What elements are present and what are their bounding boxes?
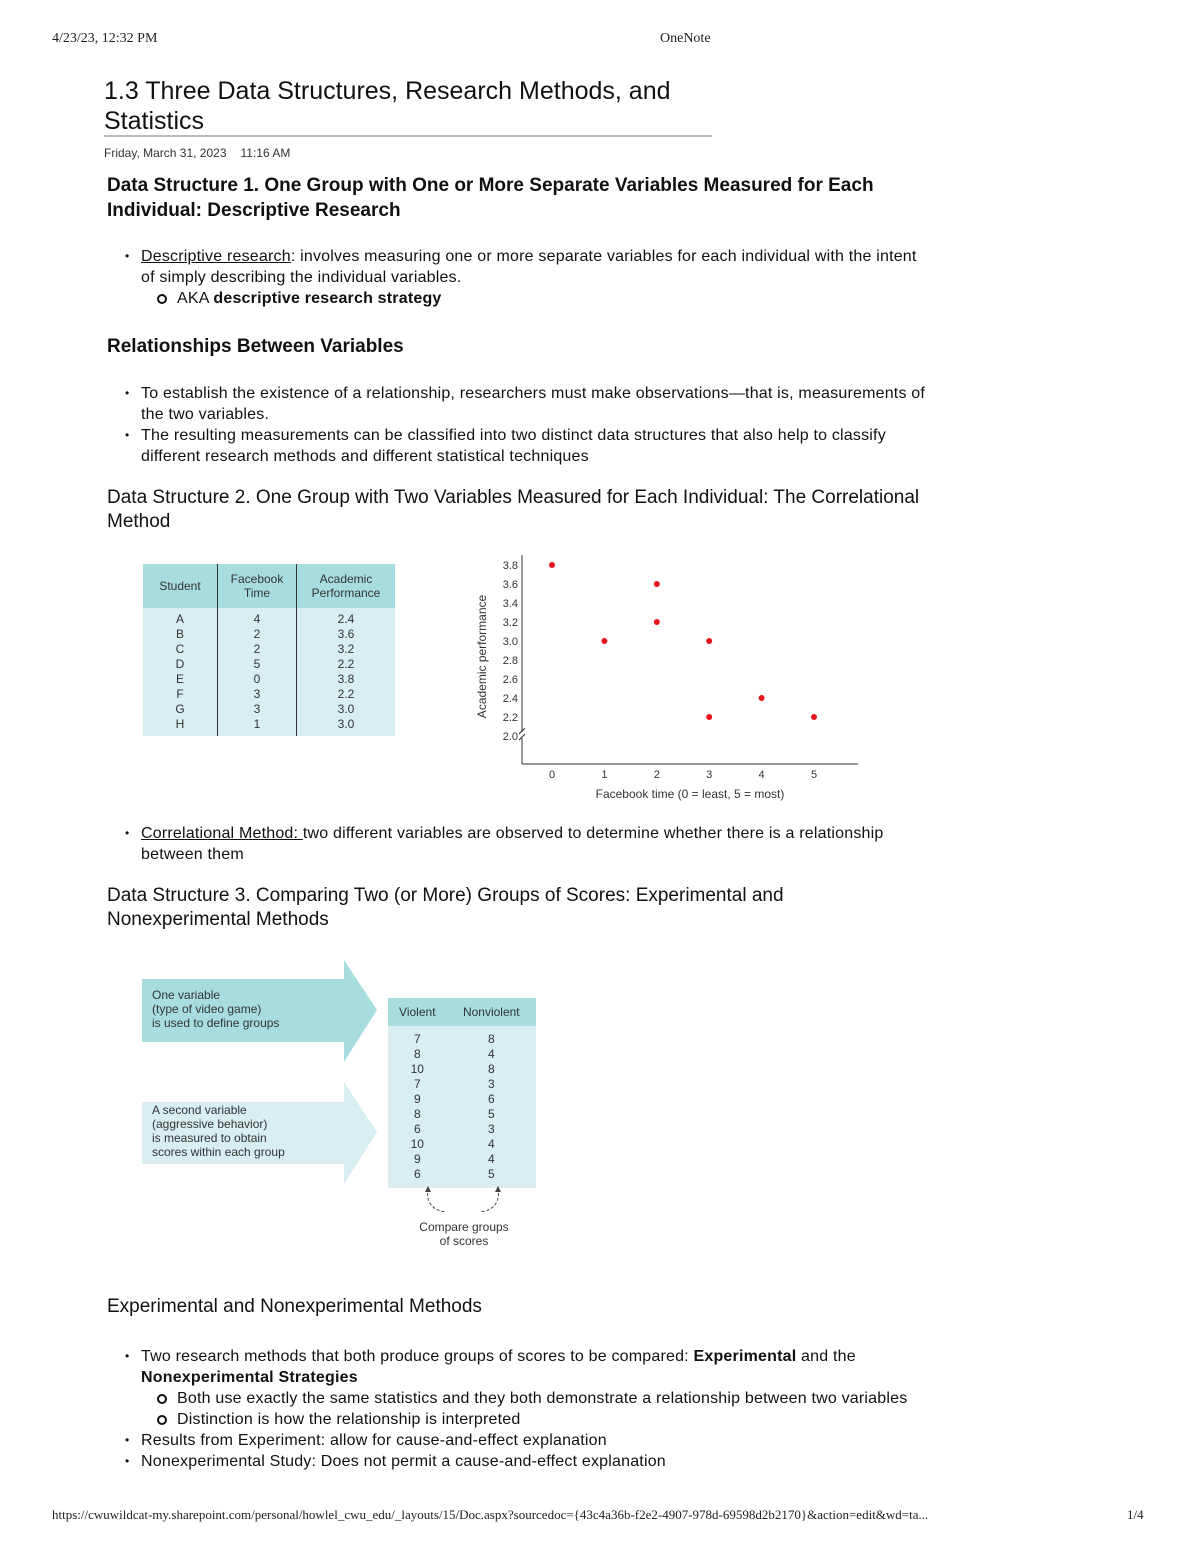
table-row	[143, 717, 395, 732]
table-cell: 2	[218, 627, 297, 642]
sub-list	[141, 288, 927, 309]
table-cell: 3	[487, 1122, 495, 1136]
bullet-list	[107, 823, 927, 865]
bullet-text: two different variables are observed to determine whether there is a relationship between them	[141, 825, 884, 863]
list-item: • Results from Experiment: allow for cause-and-effect explanation	[107, 1430, 927, 1451]
section-correlational	[107, 486, 927, 534]
bullet-text: and the	[796, 1348, 856, 1365]
table-cell: 7	[413, 1077, 421, 1091]
scatter-point	[654, 581, 660, 587]
table-cell: 2.4	[337, 612, 355, 626]
col-header-violent: Violent	[388, 998, 447, 1026]
table-cell: 7	[413, 1032, 421, 1046]
x-tick-label: 2	[653, 769, 660, 781]
list-item	[107, 823, 927, 865]
section-descriptive	[107, 173, 927, 309]
y-tick-label: 2.0	[502, 731, 518, 743]
y-tick-label: 2.8	[502, 655, 518, 667]
x-tick-label: 3	[706, 769, 713, 781]
bullet-list	[107, 246, 927, 309]
table-cell: 3	[487, 1077, 495, 1091]
table-cell: 8	[413, 1107, 421, 1121]
correlational-bullet	[107, 823, 927, 865]
col-header-student: Student	[143, 564, 218, 608]
table-cell: 3	[218, 687, 297, 702]
table-row	[143, 642, 395, 657]
bold-experimental: Experimental	[693, 1348, 797, 1365]
y-tick-label: 3.2	[502, 617, 518, 629]
scatter-point	[759, 695, 765, 701]
table-cell: H	[143, 717, 218, 732]
section-heading: Data Structure 1. One Group with One or More Separate Variables Measured for Each Individual: Descriptive Research	[107, 175, 874, 221]
table-cell: 0	[218, 672, 297, 687]
title-divider	[104, 135, 712, 137]
table-cell: 9	[413, 1152, 421, 1166]
list-item	[107, 1346, 927, 1430]
table-row	[143, 627, 395, 642]
page-time: 11:16 AM	[240, 146, 291, 160]
section-heading: Data Structure 2. One Group with Two Variables Measured for Each Individual: The Correlational Method	[107, 487, 920, 532]
arrow1-label	[152, 988, 279, 1030]
table-row	[143, 672, 395, 687]
sub-list	[141, 1388, 927, 1430]
table-cell: A	[143, 612, 218, 627]
scatter-point	[706, 714, 712, 720]
scatter-point	[811, 714, 817, 720]
table-row	[388, 1092, 536, 1107]
table-row	[388, 1137, 536, 1152]
sub-bold-term: descriptive research strategy	[213, 290, 442, 307]
page-date: Friday, March 31, 2023	[104, 146, 227, 160]
term-descriptive-research: Descriptive research	[141, 248, 291, 265]
x-tick-label: 1	[601, 769, 608, 781]
y-axis-label: Academic performance	[475, 594, 489, 719]
section-heading: Data Structure 3. Comparing Two (or More) Groups of Scores: Experimental and Nonexperimental Methods	[107, 885, 784, 930]
list-item	[107, 246, 927, 309]
y-tick-label: 3.4	[502, 598, 518, 610]
arrow1-line: (type of video game)	[152, 1002, 262, 1016]
term-correlational-method: Correlational Method:	[141, 825, 303, 842]
sub-list-item	[141, 288, 927, 309]
sub-list-item: Both use exactly the same statistics and they both demonstrate a relationship between two variables	[141, 1388, 927, 1409]
scatter-point	[549, 562, 555, 568]
y-tick-label: 3.8	[502, 560, 518, 572]
table-cell: 4	[487, 1137, 495, 1151]
table-cell: 10	[410, 1137, 424, 1151]
table-cell: D	[143, 657, 218, 672]
table-row	[143, 612, 395, 627]
x-tick-label: 4	[758, 769, 765, 781]
y-tick-label: 3.6	[502, 579, 518, 591]
scatter-plot	[470, 550, 870, 810]
list-item: • Nonexperimental Study: Does not permit a cause-and-effect explanation	[107, 1451, 927, 1472]
table-cell: 4	[487, 1152, 495, 1166]
table-row	[388, 1107, 536, 1122]
arrow2-line: is measured to obtain	[152, 1131, 267, 1145]
table-cell: 4	[487, 1047, 495, 1061]
table-cell: 2.2	[337, 687, 355, 701]
table-row	[143, 702, 395, 717]
table-cell: 6	[413, 1122, 421, 1136]
table-row	[388, 1077, 536, 1092]
table-cell: 6	[487, 1092, 495, 1106]
col-header-nonviolent: Nonviolent	[447, 998, 536, 1026]
table-cell: 5	[487, 1107, 495, 1121]
page-title: 1.3 Three Data Structures, Research Methods, and Statistics	[104, 77, 671, 135]
bold-nonexperimental: Nonexperimental Strategies	[141, 1369, 358, 1386]
table-cell: 5	[218, 657, 297, 672]
compare-groups-label	[404, 1220, 524, 1248]
arrow1-line: One variable	[152, 988, 221, 1002]
table-row	[143, 657, 395, 672]
x-tick-label: 5	[810, 769, 818, 781]
table-row	[388, 1122, 536, 1137]
arrow2-line: scores within each group	[152, 1145, 285, 1159]
y-tick-label: 2.2	[502, 712, 518, 724]
table-row	[388, 1152, 536, 1167]
page-date-time	[104, 146, 304, 160]
table-cell: 8	[413, 1047, 421, 1061]
table-cell: 8	[487, 1062, 495, 1076]
sub-prefix: AKA	[177, 290, 214, 307]
table-cell: 9	[413, 1092, 421, 1106]
table-cell: 8	[487, 1032, 495, 1046]
facebook-data-table	[143, 564, 395, 736]
table-cell: 3.8	[337, 672, 355, 686]
table-row	[388, 1032, 536, 1047]
x-tick-label: 0	[548, 769, 556, 781]
table-cell: 1	[218, 717, 297, 732]
section-heading: Experimental and Nonexperimental Methods	[107, 1296, 482, 1317]
table-cell: 10	[410, 1062, 424, 1076]
sub-list-item: Distinction is how the relationship is interpreted	[141, 1409, 927, 1430]
table-cell: 3.2	[337, 642, 355, 656]
table-cell: 4	[218, 612, 297, 627]
arrow2-line: A second variable	[152, 1103, 247, 1117]
arrow2-line: (aggressive behavior)	[152, 1117, 268, 1131]
footer-page-number: 1/4	[1127, 1507, 1144, 1522]
table-cell: 3.6	[337, 627, 355, 641]
col-header-facebook-time: Facebook Time	[218, 564, 297, 608]
table-cell: 2.2	[337, 657, 355, 671]
section-experimental	[107, 1295, 927, 1472]
table-cell: E	[143, 672, 218, 687]
arrow1-line: is used to define groups	[152, 1016, 280, 1030]
section-relationships	[107, 334, 927, 467]
scatter-point	[601, 638, 607, 644]
bullet-text: Two research methods that both produce groups of scores to be compared:	[141, 1348, 694, 1365]
scatter-point	[706, 638, 712, 644]
table-cell: G	[143, 702, 218, 717]
table-cell: 2	[218, 642, 297, 657]
scatter-point	[654, 619, 660, 625]
print-datetime: 4/23/23, 12:32 PM	[52, 31, 158, 46]
compare-line: of scores	[439, 1234, 489, 1248]
section-heading: Relationships Between Variables	[107, 336, 404, 357]
col-header-academic-performance: Academic Performance	[297, 564, 396, 608]
compare-arrows	[418, 1186, 508, 1220]
bullet-list	[107, 1346, 927, 1472]
table-cell: 3	[218, 702, 297, 717]
table-row	[143, 687, 395, 702]
y-tick-label: 2.4	[502, 693, 518, 705]
table-cell: 5	[487, 1167, 495, 1181]
table-cell: 3.0	[337, 702, 355, 716]
table-cell: 6	[413, 1167, 421, 1181]
table-row	[388, 1167, 536, 1182]
y-tick-label: 3.0	[502, 636, 518, 648]
arrow2-label	[152, 1103, 285, 1159]
list-item: • To establish the existence of a relationship, researchers must make observations—that is, measurements of the two variables.	[107, 383, 927, 425]
y-tick-label: 2.6	[502, 674, 518, 686]
bullet-text: : involves measuring one or more separate variables for each individual with the intent of simply describing the individual variables.	[141, 248, 917, 286]
compare-line: Compare groups	[419, 1220, 509, 1234]
x-axis-label: Facebook time (0 = least, 5 = most)	[595, 787, 785, 801]
video-game-table	[388, 998, 536, 1188]
table-cell: 3.0	[337, 717, 355, 731]
section-groups	[107, 884, 927, 932]
table-cell: B	[143, 627, 218, 642]
bullet-list	[107, 383, 927, 467]
table-row	[388, 1047, 536, 1062]
list-item: • The resulting measurements can be classified into two distinct data structures that also help to classify different research methods and different statistical techniques	[107, 425, 927, 467]
table-cell: C	[143, 642, 218, 657]
footer-url: https://cwuwildcat-my.sharepoint.com/personal/howlel_cwu_edu/_layouts/15/Doc.aspx?sourcedoc={43c4a36b-f2e2-4907-978d-69598d2b2170}&action=edit&wd=ta...	[52, 1507, 929, 1522]
table-cell: F	[143, 687, 218, 702]
print-app-name: OneNote	[660, 31, 711, 46]
table-row	[388, 1062, 536, 1077]
